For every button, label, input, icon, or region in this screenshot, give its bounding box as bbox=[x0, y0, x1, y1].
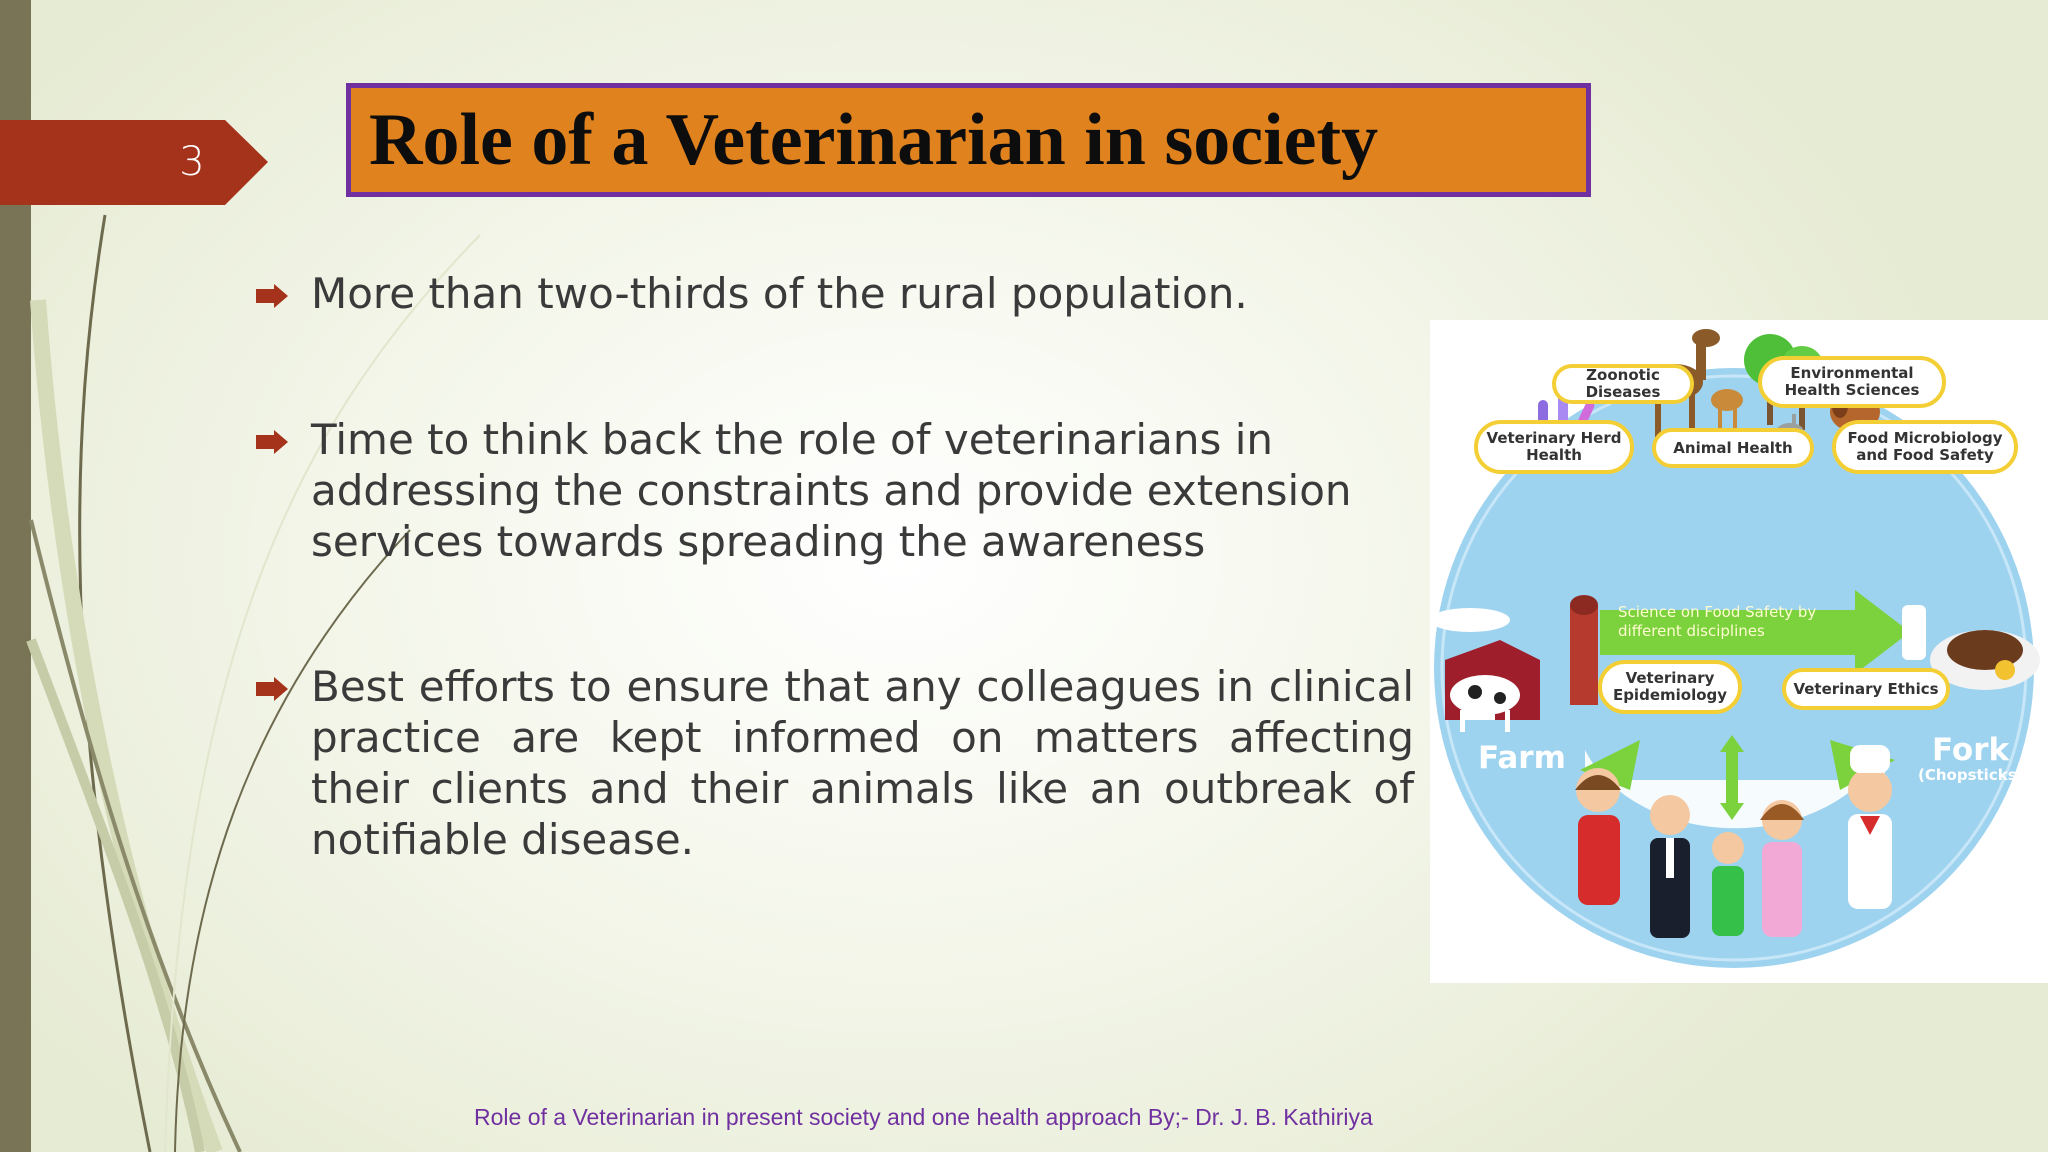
bullet-text: Best efforts to ensure that any colleagues in clinical practice are kept informed on matters affecting their clients and their animals like an outbreak of notifiable disease. bbox=[311, 662, 1414, 864]
bullet-text: Time to think back the role of veterinarians in addressing the constraints and provide extension services towards spreading the awareness bbox=[311, 415, 1352, 566]
title-box bbox=[346, 83, 1591, 197]
fork-label: Fork bbox=[1932, 732, 2010, 768]
arrow-caption: Science on Food Safety by different disciplines bbox=[1618, 603, 1817, 640]
pill-veterinary-ethics: Veterinary Ethics bbox=[1782, 668, 1950, 710]
milk-bottle-icon bbox=[1902, 605, 1926, 660]
chopsticks-label: (Chopsticks) bbox=[1918, 766, 2024, 784]
pill-herd-health: Veterinary Herd Health bbox=[1474, 420, 1634, 474]
bullet-arrow-icon bbox=[256, 430, 288, 454]
slide-number: 3 bbox=[179, 139, 205, 185]
slide-number-tag bbox=[0, 120, 268, 205]
one-health-diagram bbox=[1430, 320, 2048, 983]
slide-title: Role of a Veterinarian in society bbox=[369, 99, 1379, 181]
bullet-arrow-icon bbox=[256, 677, 288, 701]
bullet-text: More than two-thirds of the rural population. bbox=[311, 269, 1248, 318]
bullet-arrow-icon bbox=[256, 284, 288, 308]
farm-label: Farm bbox=[1478, 740, 1566, 776]
pill-zoonotic-diseases: Zoonotic Diseases bbox=[1552, 364, 1694, 404]
slide-footer: Role of a Veterinarian in present society and one health approach By;- Dr. J. B. Kathiriya bbox=[474, 1104, 1373, 1130]
pill-environmental-health: Environmental Health Sciences bbox=[1758, 356, 1946, 408]
pill-animal-health: Animal Health bbox=[1652, 428, 1814, 468]
pill-food-microbiology: Food Microbiology and Food Safety bbox=[1832, 420, 2018, 474]
pill-epidemiology: Veterinary Epidemiology bbox=[1598, 660, 1742, 714]
